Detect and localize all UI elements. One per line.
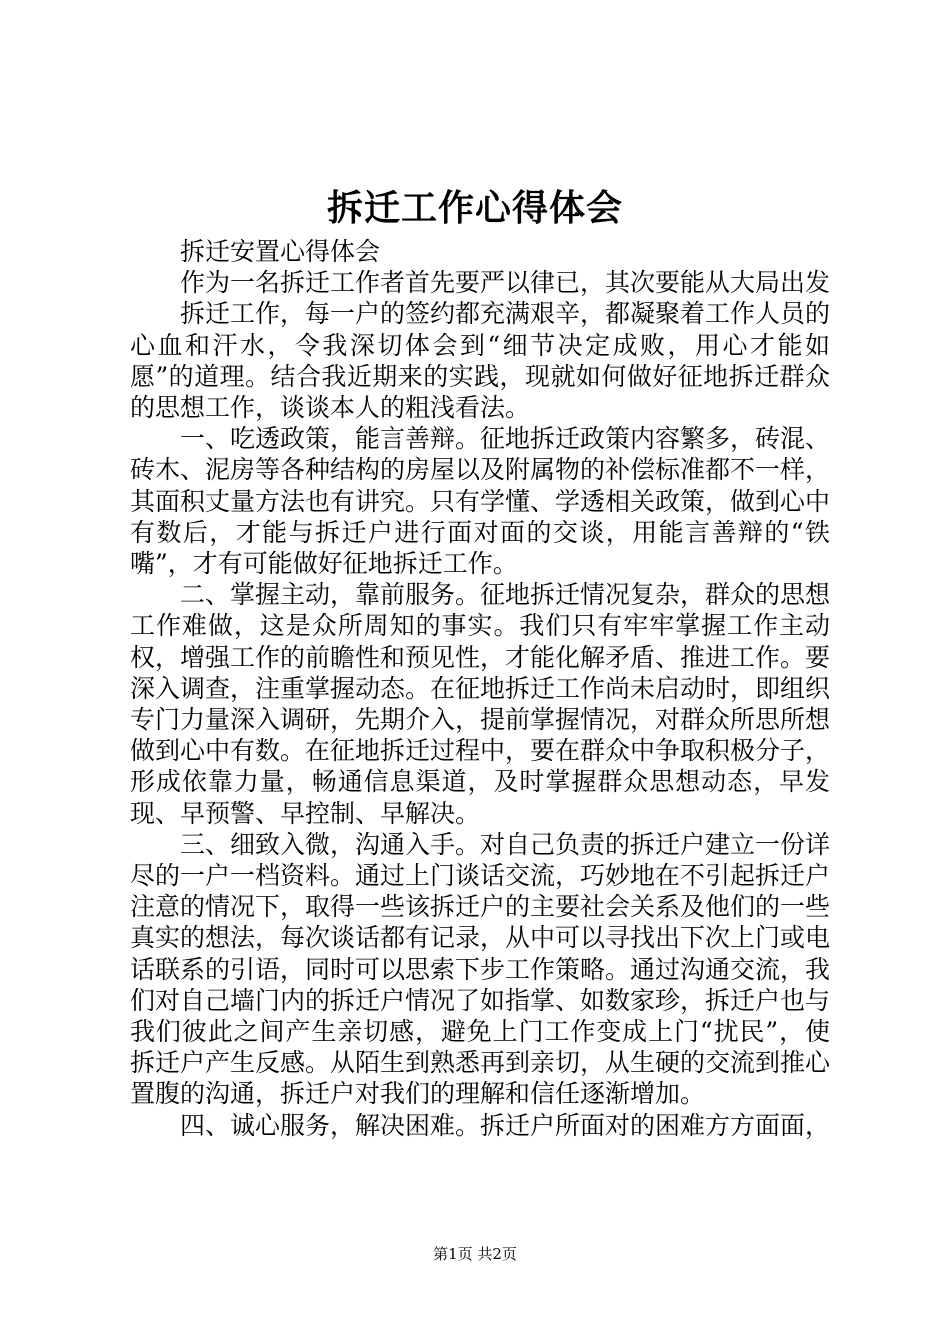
page-number-footer: 第1页 共2页 <box>433 1245 517 1263</box>
paragraph-point-3: 三、细致入微，沟通入手。对自己负责的拆迁户建立一份详尽的一户一档资料。通过上门谈话交流，巧妙地在不引起拆迁户注意的情况下，取得一些该拆迁户的主要社会关系及他们的一些真实的想法，每次谈话都有记录，从中可以寻找出下次上门或电话联系的引语，同时可以思索下步工作策略。通过沟通交流，我们对自己墙门内的拆迁户情况了如指掌、如数家珍，拆迁户也与我们彼此之间产生亲切感，避免上门工作变成上门“扰民”，使拆迁户产生反感。从陌生到熟悉再到亲切，从生硬的交流到推心置腹的沟通，拆迁户对我们的理解和信任逐渐增加。 <box>130 829 831 1109</box>
paragraph-point-4: 四、诚心服务，解决困难。拆迁户所面对的困难方方面面， <box>180 1110 831 1140</box>
document-body <box>130 236 830 1141</box>
paragraph-subtitle: 拆迁安置心得体会 <box>180 237 381 266</box>
paragraph-overview: 拆迁工作，每一户的签约都充满艰辛，都凝聚着工作人员的心血和汗水，令我深切体会到“细节决定成败，用心才能如愿”的道理。结合我近期来的实践，现就如何做好征地拆迁群众的思想工作，谈谈本人的粗浅看法。 <box>130 299 831 423</box>
paragraph-point-2: 二、掌握主动，靠前服务。征地拆迁情况复杂，群众的思想工作难做，这是众所周知的事实。我们只有牢牢掌握工作主动权，增强工作的前瞻性和预见性，才能化解矛盾、推进工作。要深入调查，注重掌握动态。在征地拆迁工作尚未启动时，即组织专门力量深入调研，先期介入，提前掌握情况，对群众所思所想做到心中有数。在征地拆迁过程中，要在群众中争取积极分子，形成依靠力量，畅通信息渠道，及时掌握群众思想动态，早发现、早预警、早控制、早解决。 <box>130 580 831 828</box>
document-title: 拆迁工作心得体会 <box>326 187 623 229</box>
paragraph-intro: 作为一名拆迁工作者首先要严以律已，其次要能从大局出发 <box>180 268 831 298</box>
paragraph-point-1: 一、吃透政策，能言善辩。征地拆迁政策内容繁多，砖混、砖木、泥房等各种结构的房屋以及附属物的补偿标准都不一样，其面积丈量方法也有讲究。只有学懂、学透相关政策，做到心中有数后，才能与拆迁户进行面对面的交谈，用能言善辩的“铁嘴”，才有可能做好征地拆迁工作。 <box>130 424 831 579</box>
